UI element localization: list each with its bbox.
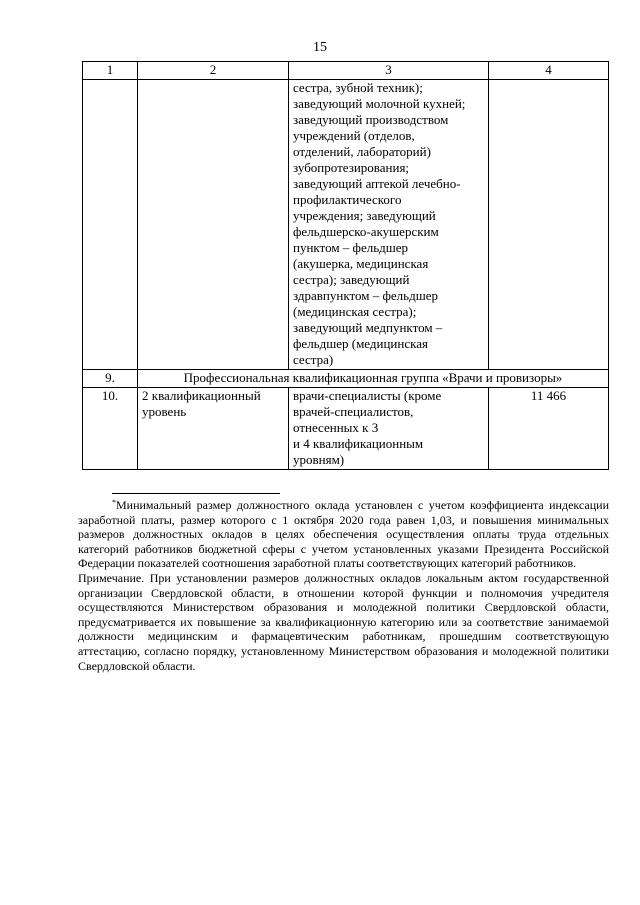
table-header-row — [83, 62, 609, 80]
table-row — [83, 388, 609, 470]
position-list-cell: врачи-специалисты (кроме врачей-специалистов, отнесенных к 3 и 4 квалификационным уровням) — [289, 388, 489, 470]
table-cell — [83, 80, 138, 370]
page-number: 15 — [313, 40, 327, 55]
footnote-separator — [112, 493, 280, 494]
note-paragraph: Примечание. При установлении размеров должностных окладов локальным актом государственной организации Свердловской области, в отношении которой функции и полномочия учредителя осуществляются Министерством образования и молодежной политики Свердловской области, предусматривается их повышение за квалификационную категорию или за соответствие занимаемой должности медицинским и фармацевтическим работникам, прошедшим соответствующую аттестацию, согласно порядку, установленному Министерством образования и молодежной политики Свердловской области. — [78, 570, 609, 673]
group-title: Профессиональная квалификационная группа «Врачи и провизоры» — [138, 370, 609, 388]
salary-table — [82, 61, 609, 470]
salary-value: 11 466 — [489, 388, 609, 470]
notes-section — [78, 498, 609, 673]
table-cell — [489, 80, 609, 370]
position-list-cell: сестра, зубной техник); заведующий молочной кухней; заведующий производством учреждений (отделов, отделений, лабораторий) зубопротезирования; заведующий аптекой лечебно- профилактического учреждения; заведующий фельдшерско-акушерским пунктом – фельдшер (акушерка, медицинская сестра); заведующий здравпунктом – фельдшер (медицинская сестра); заведующий медпунктом – фельдшер (медицинская сестра) — [289, 80, 489, 370]
column-header: 4 — [489, 62, 609, 80]
column-header: 3 — [289, 62, 489, 80]
group-row — [83, 370, 609, 388]
table-row — [83, 80, 609, 370]
column-header: 1 — [83, 62, 138, 80]
footnote-text: Минимальный размер должностного оклада установлен с учетом коэффициента индексации заработной платы, размер которого с 1 октября 2020 года равен 1,03, и повышения минимальных размеров должностных окладов в целях обеспечения осуществления оплаты труда отдельных категорий работников бюджетной сферы с учетом установленных указами Президента Российской Федерации показателей соотношения заработной платы соответствующих категорий работников. — [78, 498, 609, 571]
footnote-marker: * — [112, 498, 116, 507]
group-number: 9. — [83, 370, 138, 388]
table-cell — [138, 80, 289, 370]
qualification-level: 2 квалификационный уровень — [138, 388, 289, 470]
row-number: 10. — [83, 388, 138, 470]
column-header: 2 — [138, 62, 289, 80]
footnote — [78, 498, 609, 571]
